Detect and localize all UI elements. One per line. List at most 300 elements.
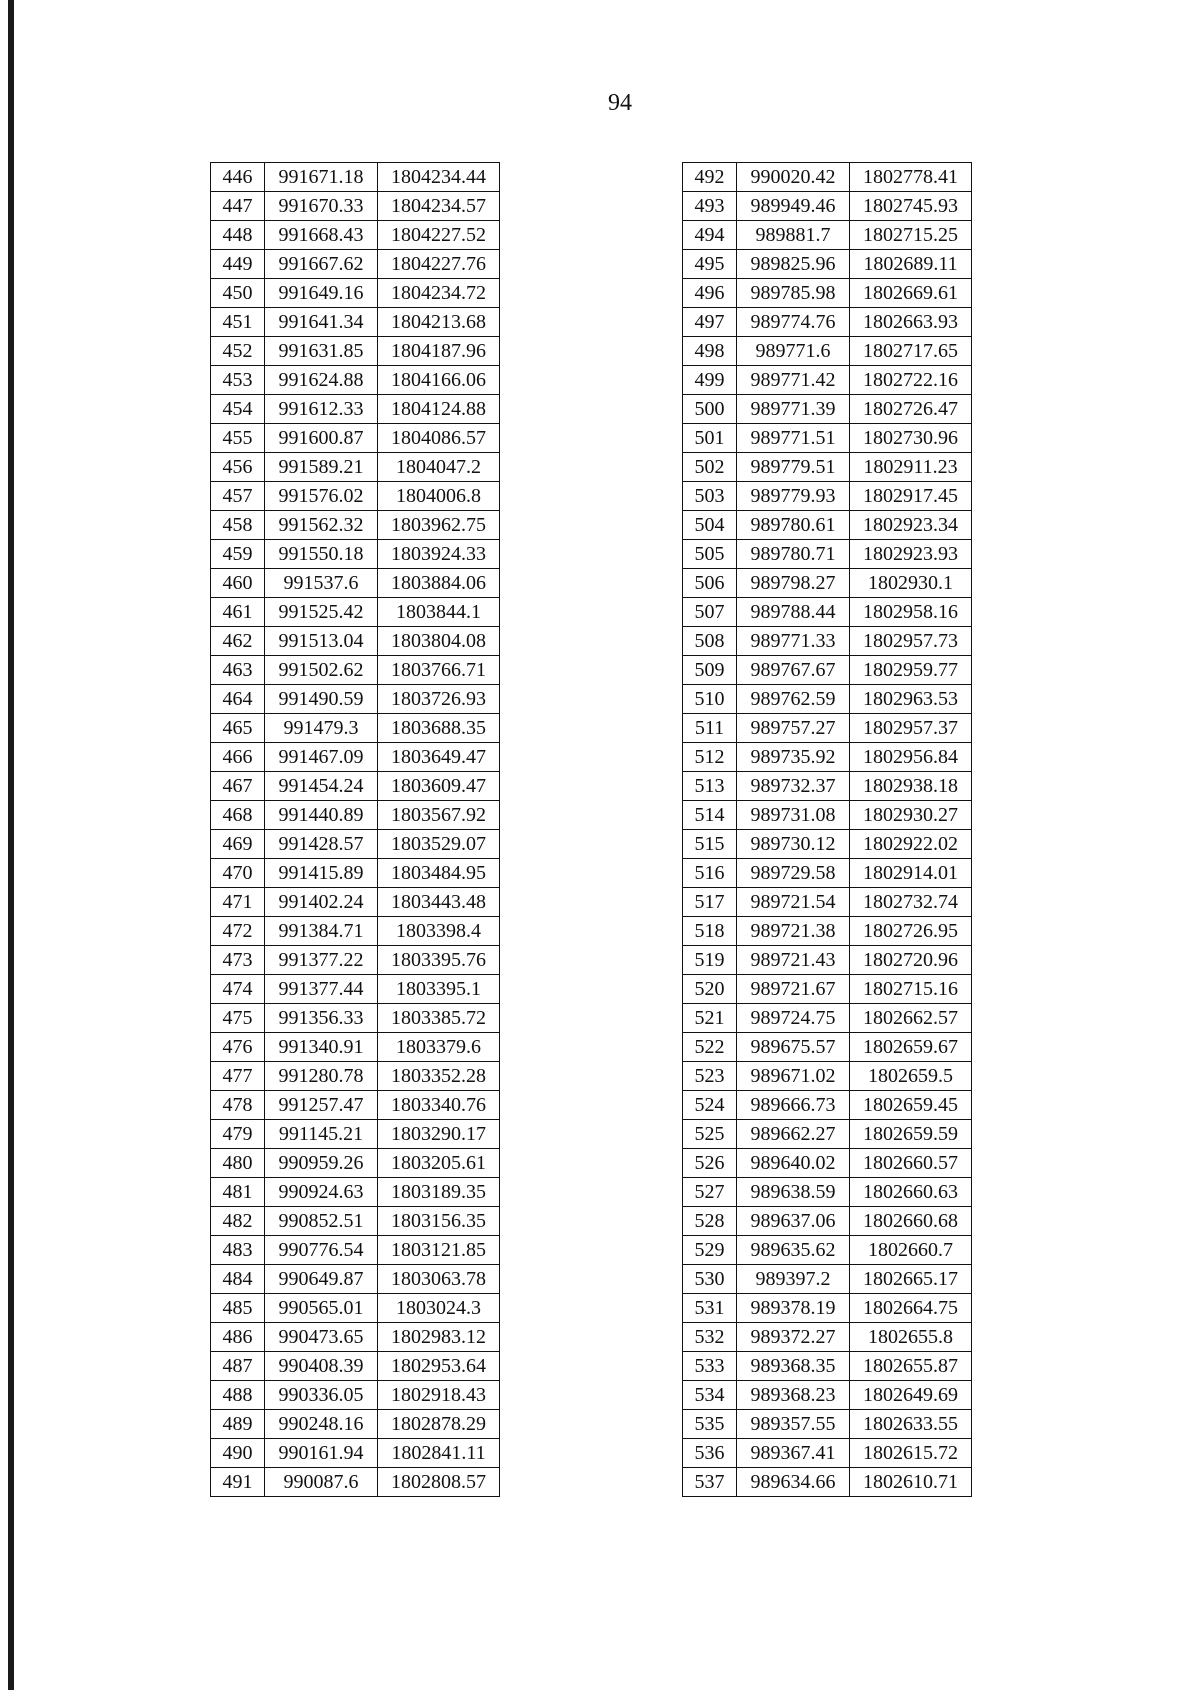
point-number-cell: 482	[211, 1207, 265, 1236]
x-coordinate-cell: 989634.66	[737, 1468, 850, 1497]
table-row	[211, 1004, 500, 1033]
y-coordinate-cell: 1803395.76	[378, 946, 500, 975]
point-number-cell: 459	[211, 540, 265, 569]
y-coordinate-cell: 1802715.25	[850, 221, 972, 250]
table-row	[211, 192, 500, 221]
y-coordinate-cell: 1804213.68	[378, 308, 500, 337]
table-row	[683, 221, 972, 250]
table-row	[683, 1352, 972, 1381]
table-row	[211, 1352, 500, 1381]
point-number-cell: 477	[211, 1062, 265, 1091]
point-number-cell: 486	[211, 1323, 265, 1352]
x-coordinate-cell: 991562.32	[265, 511, 378, 540]
point-number-cell: 531	[683, 1294, 737, 1323]
scan-edge-line	[8, 0, 14, 1690]
point-number-cell: 465	[211, 714, 265, 743]
x-coordinate-cell: 991576.02	[265, 482, 378, 511]
table-row	[683, 685, 972, 714]
x-coordinate-cell: 991641.34	[265, 308, 378, 337]
point-number-cell: 457	[211, 482, 265, 511]
x-coordinate-cell: 990924.63	[265, 1178, 378, 1207]
y-coordinate-cell: 1802957.37	[850, 714, 972, 743]
table-row	[211, 627, 500, 656]
y-coordinate-cell: 1802930.1	[850, 569, 972, 598]
point-number-cell: 488	[211, 1381, 265, 1410]
table-row	[211, 656, 500, 685]
point-number-cell: 522	[683, 1033, 737, 1062]
table-row	[683, 250, 972, 279]
coordinate-table-right-body	[683, 163, 972, 1497]
y-coordinate-cell: 1802911.23	[850, 453, 972, 482]
y-coordinate-cell: 1803443.48	[378, 888, 500, 917]
y-coordinate-cell: 1803649.47	[378, 743, 500, 772]
point-number-cell: 484	[211, 1265, 265, 1294]
y-coordinate-cell: 1802930.27	[850, 801, 972, 830]
point-number-cell: 532	[683, 1323, 737, 1352]
y-coordinate-cell: 1802963.53	[850, 685, 972, 714]
point-number-cell: 447	[211, 192, 265, 221]
y-coordinate-cell: 1804047.2	[378, 453, 500, 482]
x-coordinate-cell: 989774.76	[737, 308, 850, 337]
x-coordinate-cell: 990408.39	[265, 1352, 378, 1381]
x-coordinate-cell: 991280.78	[265, 1062, 378, 1091]
y-coordinate-cell: 1802660.68	[850, 1207, 972, 1236]
y-coordinate-cell: 1802878.29	[378, 1410, 500, 1439]
y-coordinate-cell: 1803063.78	[378, 1265, 500, 1294]
y-coordinate-cell: 1802923.93	[850, 540, 972, 569]
y-coordinate-cell: 1802655.8	[850, 1323, 972, 1352]
y-coordinate-cell: 1802914.01	[850, 859, 972, 888]
y-coordinate-cell: 1804234.72	[378, 279, 500, 308]
y-coordinate-cell: 1802918.43	[378, 1381, 500, 1410]
table-row	[683, 482, 972, 511]
y-coordinate-cell: 1804234.44	[378, 163, 500, 192]
point-number-cell: 490	[211, 1439, 265, 1468]
point-number-cell: 529	[683, 1236, 737, 1265]
y-coordinate-cell: 1803156.35	[378, 1207, 500, 1236]
point-number-cell: 495	[683, 250, 737, 279]
table-row	[683, 1323, 972, 1352]
table-row	[683, 1207, 972, 1236]
x-coordinate-cell: 989671.02	[737, 1062, 850, 1091]
table-row	[211, 163, 500, 192]
coordinate-table-left-body	[211, 163, 500, 1497]
table-row	[211, 1294, 500, 1323]
y-coordinate-cell: 1802938.18	[850, 772, 972, 801]
table-row	[211, 395, 500, 424]
y-coordinate-cell: 1804166.06	[378, 366, 500, 395]
table-row	[683, 1091, 972, 1120]
x-coordinate-cell: 989729.58	[737, 859, 850, 888]
table-row	[211, 511, 500, 540]
table-row	[683, 830, 972, 859]
point-number-cell: 525	[683, 1120, 737, 1149]
table-row	[211, 540, 500, 569]
x-coordinate-cell: 990248.16	[265, 1410, 378, 1439]
y-coordinate-cell: 1802726.95	[850, 917, 972, 946]
table-row	[211, 1468, 500, 1497]
y-coordinate-cell: 1802732.74	[850, 888, 972, 917]
table-row	[683, 163, 972, 192]
point-number-cell: 514	[683, 801, 737, 830]
point-number-cell: 530	[683, 1265, 737, 1294]
point-number-cell: 458	[211, 511, 265, 540]
x-coordinate-cell: 990473.65	[265, 1323, 378, 1352]
x-coordinate-cell: 991502.62	[265, 656, 378, 685]
table-row	[211, 1236, 500, 1265]
table-row	[683, 1410, 972, 1439]
point-number-cell: 469	[211, 830, 265, 859]
x-coordinate-cell: 989785.98	[737, 279, 850, 308]
y-coordinate-cell: 1804227.52	[378, 221, 500, 250]
x-coordinate-cell: 989357.55	[737, 1410, 850, 1439]
y-coordinate-cell: 1802610.71	[850, 1468, 972, 1497]
table-row	[683, 1265, 972, 1294]
x-coordinate-cell: 989397.2	[737, 1265, 850, 1294]
x-coordinate-cell: 989675.57	[737, 1033, 850, 1062]
x-coordinate-cell: 991624.88	[265, 366, 378, 395]
x-coordinate-cell: 991550.18	[265, 540, 378, 569]
y-coordinate-cell: 1802664.75	[850, 1294, 972, 1323]
table-row	[211, 482, 500, 511]
y-coordinate-cell: 1803884.06	[378, 569, 500, 598]
point-number-cell: 512	[683, 743, 737, 772]
x-coordinate-cell: 989771.33	[737, 627, 850, 656]
x-coordinate-cell: 989640.02	[737, 1149, 850, 1178]
point-number-cell: 468	[211, 801, 265, 830]
table-row	[683, 540, 972, 569]
x-coordinate-cell: 989721.43	[737, 946, 850, 975]
x-coordinate-cell: 991600.87	[265, 424, 378, 453]
y-coordinate-cell: 1802957.73	[850, 627, 972, 656]
table-row	[683, 714, 972, 743]
x-coordinate-cell: 990020.42	[737, 163, 850, 192]
point-number-cell: 485	[211, 1294, 265, 1323]
table-row	[211, 221, 500, 250]
y-coordinate-cell: 1802649.69	[850, 1381, 972, 1410]
x-coordinate-cell: 991356.33	[265, 1004, 378, 1033]
y-coordinate-cell: 1802726.47	[850, 395, 972, 424]
table-row	[211, 975, 500, 1004]
table-row	[211, 772, 500, 801]
y-coordinate-cell: 1803379.6	[378, 1033, 500, 1062]
x-coordinate-cell: 989779.51	[737, 453, 850, 482]
table-row	[683, 366, 972, 395]
x-coordinate-cell: 989798.27	[737, 569, 850, 598]
point-number-cell: 460	[211, 569, 265, 598]
y-coordinate-cell: 1802720.96	[850, 946, 972, 975]
y-coordinate-cell: 1802659.5	[850, 1062, 972, 1091]
table-row	[211, 1410, 500, 1439]
point-number-cell: 496	[683, 279, 737, 308]
x-coordinate-cell: 989881.7	[737, 221, 850, 250]
point-number-cell: 513	[683, 772, 737, 801]
point-number-cell: 466	[211, 743, 265, 772]
point-number-cell: 504	[683, 511, 737, 540]
point-number-cell: 453	[211, 366, 265, 395]
y-coordinate-cell: 1802922.02	[850, 830, 972, 859]
y-coordinate-cell: 1802715.16	[850, 975, 972, 1004]
point-number-cell: 462	[211, 627, 265, 656]
table-row	[211, 830, 500, 859]
point-number-cell: 449	[211, 250, 265, 279]
table-row	[211, 801, 500, 830]
table-row	[683, 888, 972, 917]
y-coordinate-cell: 1802659.67	[850, 1033, 972, 1062]
y-coordinate-cell: 1803205.61	[378, 1149, 500, 1178]
coordinate-table-right	[682, 162, 972, 1497]
point-number-cell: 473	[211, 946, 265, 975]
x-coordinate-cell: 989788.44	[737, 598, 850, 627]
x-coordinate-cell: 991377.22	[265, 946, 378, 975]
table-row	[683, 337, 972, 366]
x-coordinate-cell: 991537.6	[265, 569, 378, 598]
table-row	[211, 1178, 500, 1207]
point-number-cell: 520	[683, 975, 737, 1004]
point-number-cell: 526	[683, 1149, 737, 1178]
y-coordinate-cell: 1802633.55	[850, 1410, 972, 1439]
x-coordinate-cell: 989724.75	[737, 1004, 850, 1033]
table-row	[683, 1033, 972, 1062]
y-coordinate-cell: 1803766.71	[378, 656, 500, 685]
point-number-cell: 500	[683, 395, 737, 424]
table-row	[211, 946, 500, 975]
x-coordinate-cell: 990336.05	[265, 1381, 378, 1410]
table-row	[683, 917, 972, 946]
y-coordinate-cell: 1803398.4	[378, 917, 500, 946]
table-row	[211, 685, 500, 714]
y-coordinate-cell: 1804234.57	[378, 192, 500, 221]
table-row	[211, 1381, 500, 1410]
y-coordinate-cell: 1803688.35	[378, 714, 500, 743]
point-number-cell: 503	[683, 482, 737, 511]
x-coordinate-cell: 989367.41	[737, 1439, 850, 1468]
x-coordinate-cell: 989771.39	[737, 395, 850, 424]
y-coordinate-cell: 1803385.72	[378, 1004, 500, 1033]
y-coordinate-cell: 1802808.57	[378, 1468, 500, 1497]
y-coordinate-cell: 1803962.75	[378, 511, 500, 540]
x-coordinate-cell: 989730.12	[737, 830, 850, 859]
x-coordinate-cell: 989757.27	[737, 714, 850, 743]
table-row	[683, 424, 972, 453]
table-row	[683, 1062, 972, 1091]
table-row	[683, 1178, 972, 1207]
x-coordinate-cell: 991513.04	[265, 627, 378, 656]
point-number-cell: 537	[683, 1468, 737, 1497]
table-row	[211, 569, 500, 598]
y-coordinate-cell: 1802917.45	[850, 482, 972, 511]
x-coordinate-cell: 989771.42	[737, 366, 850, 395]
y-coordinate-cell: 1802663.93	[850, 308, 972, 337]
table-row	[211, 1439, 500, 1468]
table-row	[683, 975, 972, 1004]
y-coordinate-cell: 1803924.33	[378, 540, 500, 569]
x-coordinate-cell: 990649.87	[265, 1265, 378, 1294]
y-coordinate-cell: 1803529.07	[378, 830, 500, 859]
point-number-cell: 480	[211, 1149, 265, 1178]
y-coordinate-cell: 1802778.41	[850, 163, 972, 192]
point-number-cell: 472	[211, 917, 265, 946]
x-coordinate-cell: 990087.6	[265, 1468, 378, 1497]
table-row	[211, 1265, 500, 1294]
x-coordinate-cell: 989735.92	[737, 743, 850, 772]
x-coordinate-cell: 989638.59	[737, 1178, 850, 1207]
point-number-cell: 491	[211, 1468, 265, 1497]
table-row	[683, 395, 972, 424]
x-coordinate-cell: 989779.93	[737, 482, 850, 511]
coordinate-table-left	[210, 162, 500, 1497]
y-coordinate-cell: 1802953.64	[378, 1352, 500, 1381]
point-number-cell: 517	[683, 888, 737, 917]
point-number-cell: 507	[683, 598, 737, 627]
point-number-cell: 535	[683, 1410, 737, 1439]
point-number-cell: 534	[683, 1381, 737, 1410]
point-number-cell: 510	[683, 685, 737, 714]
table-row	[683, 511, 972, 540]
y-coordinate-cell: 1802841.11	[378, 1439, 500, 1468]
table-row	[211, 308, 500, 337]
table-row	[211, 1062, 500, 1091]
point-number-cell: 451	[211, 308, 265, 337]
point-number-cell: 527	[683, 1178, 737, 1207]
y-coordinate-cell: 1802660.57	[850, 1149, 972, 1178]
x-coordinate-cell: 991145.21	[265, 1120, 378, 1149]
table-row	[683, 569, 972, 598]
x-coordinate-cell: 989666.73	[737, 1091, 850, 1120]
table-row	[211, 859, 500, 888]
y-coordinate-cell: 1803844.1	[378, 598, 500, 627]
point-number-cell: 467	[211, 772, 265, 801]
y-coordinate-cell: 1802730.96	[850, 424, 972, 453]
point-number-cell: 493	[683, 192, 737, 221]
table-row	[211, 250, 500, 279]
y-coordinate-cell: 1802983.12	[378, 1323, 500, 1352]
table-row	[683, 627, 972, 656]
x-coordinate-cell: 991440.89	[265, 801, 378, 830]
x-coordinate-cell: 989372.27	[737, 1323, 850, 1352]
x-coordinate-cell: 991454.24	[265, 772, 378, 801]
point-number-cell: 536	[683, 1439, 737, 1468]
table-row	[683, 192, 972, 221]
x-coordinate-cell: 991589.21	[265, 453, 378, 482]
x-coordinate-cell: 989721.54	[737, 888, 850, 917]
point-number-cell: 528	[683, 1207, 737, 1236]
x-coordinate-cell: 989771.6	[737, 337, 850, 366]
y-coordinate-cell: 1802959.77	[850, 656, 972, 685]
y-coordinate-cell: 1802659.59	[850, 1120, 972, 1149]
x-coordinate-cell: 991631.85	[265, 337, 378, 366]
x-coordinate-cell: 989637.06	[737, 1207, 850, 1236]
table-row	[211, 1323, 500, 1352]
y-coordinate-cell: 1802665.17	[850, 1265, 972, 1294]
y-coordinate-cell: 1802655.87	[850, 1352, 972, 1381]
point-number-cell: 523	[683, 1062, 737, 1091]
x-coordinate-cell: 991257.47	[265, 1091, 378, 1120]
point-number-cell: 521	[683, 1004, 737, 1033]
table-row	[683, 453, 972, 482]
point-number-cell: 470	[211, 859, 265, 888]
x-coordinate-cell: 991340.91	[265, 1033, 378, 1062]
y-coordinate-cell: 1804227.76	[378, 250, 500, 279]
y-coordinate-cell: 1802689.11	[850, 250, 972, 279]
x-coordinate-cell: 990161.94	[265, 1439, 378, 1468]
point-number-cell: 487	[211, 1352, 265, 1381]
point-number-cell: 519	[683, 946, 737, 975]
x-coordinate-cell: 989767.67	[737, 656, 850, 685]
point-number-cell: 492	[683, 163, 737, 192]
point-number-cell: 471	[211, 888, 265, 917]
x-coordinate-cell: 989762.59	[737, 685, 850, 714]
table-row	[683, 1004, 972, 1033]
point-number-cell: 450	[211, 279, 265, 308]
point-number-cell: 463	[211, 656, 265, 685]
point-number-cell: 494	[683, 221, 737, 250]
y-coordinate-cell: 1802659.45	[850, 1091, 972, 1120]
table-row	[211, 1207, 500, 1236]
point-number-cell: 489	[211, 1410, 265, 1439]
table-row	[683, 1294, 972, 1323]
x-coordinate-cell: 991671.18	[265, 163, 378, 192]
table-row	[683, 946, 972, 975]
point-number-cell: 455	[211, 424, 265, 453]
page-number: 94	[608, 90, 632, 116]
y-coordinate-cell: 1803395.1	[378, 975, 500, 1004]
table-row	[683, 801, 972, 830]
table-row	[683, 859, 972, 888]
y-coordinate-cell: 1803290.17	[378, 1120, 500, 1149]
y-coordinate-cell: 1802958.16	[850, 598, 972, 627]
point-number-cell: 481	[211, 1178, 265, 1207]
point-number-cell: 476	[211, 1033, 265, 1062]
table-row	[211, 1120, 500, 1149]
x-coordinate-cell: 989635.62	[737, 1236, 850, 1265]
table-row	[683, 598, 972, 627]
x-coordinate-cell: 991384.71	[265, 917, 378, 946]
y-coordinate-cell: 1804187.96	[378, 337, 500, 366]
point-number-cell: 454	[211, 395, 265, 424]
table-row	[683, 1236, 972, 1265]
x-coordinate-cell: 991668.43	[265, 221, 378, 250]
x-coordinate-cell: 989771.51	[737, 424, 850, 453]
table-row	[211, 888, 500, 917]
table-row	[211, 1091, 500, 1120]
y-coordinate-cell: 1804006.8	[378, 482, 500, 511]
x-coordinate-cell: 989732.37	[737, 772, 850, 801]
x-coordinate-cell: 991415.89	[265, 859, 378, 888]
y-coordinate-cell: 1803352.28	[378, 1062, 500, 1091]
table-row	[683, 772, 972, 801]
table-row	[683, 1149, 972, 1178]
table-row	[211, 279, 500, 308]
point-number-cell: 446	[211, 163, 265, 192]
point-number-cell: 509	[683, 656, 737, 685]
y-coordinate-cell: 1802745.93	[850, 192, 972, 221]
x-coordinate-cell: 989731.08	[737, 801, 850, 830]
point-number-cell: 478	[211, 1091, 265, 1120]
point-number-cell: 497	[683, 308, 737, 337]
point-number-cell: 502	[683, 453, 737, 482]
point-number-cell: 516	[683, 859, 737, 888]
x-coordinate-cell: 989721.67	[737, 975, 850, 1004]
x-coordinate-cell: 991670.33	[265, 192, 378, 221]
table-row	[211, 1033, 500, 1062]
point-number-cell: 475	[211, 1004, 265, 1033]
table-row	[683, 1120, 972, 1149]
table-row	[211, 453, 500, 482]
y-coordinate-cell: 1803484.95	[378, 859, 500, 888]
y-coordinate-cell: 1802660.7	[850, 1236, 972, 1265]
x-coordinate-cell: 989378.19	[737, 1294, 850, 1323]
